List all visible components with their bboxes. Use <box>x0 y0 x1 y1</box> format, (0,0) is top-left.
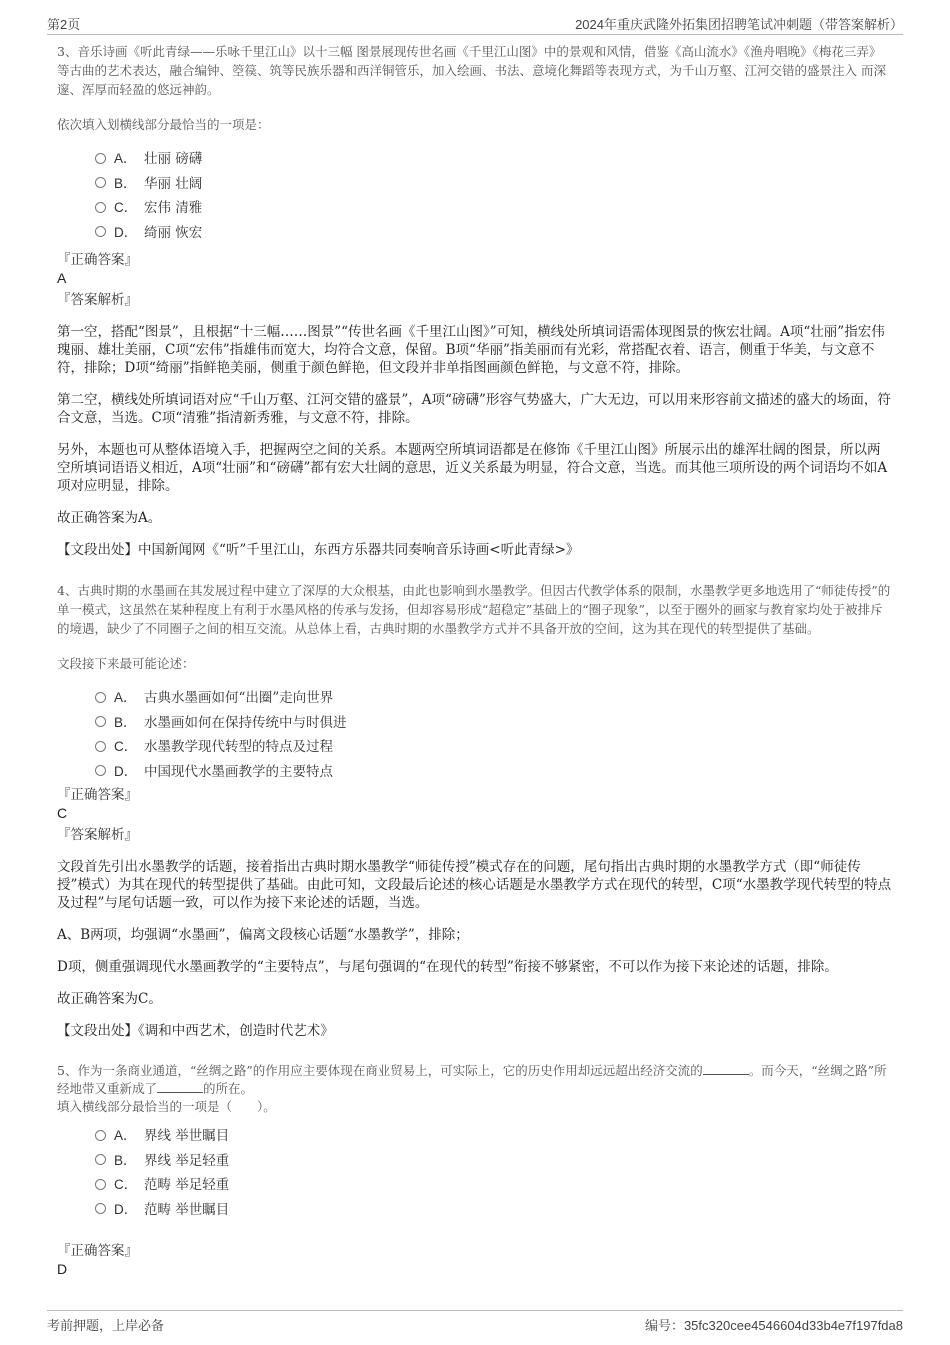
question-4-stem: 4、古典时期的水墨画在其发展过程中建立了深厚的大众根基，由此也影响到水墨教学。但因古代教学体系的限制，水墨教学更多地选用了“师徒传授”的单一模式，这虽然在某种程度上有利于水墨风格的传承与发扬，但却容易形成“超稳定”基础上的“圈子现象”，以至于圈外的画家与教育家均处于被排斥的境遇，缺少了不同圈子之间的相互交流。从总体上看，古典时期的水墨教学方式并不具备开放的空间，这为其在现代的转型提供了基础。 <box>57 583 891 636</box>
correct-answer-label: 『正确答案』 <box>57 1243 138 1259</box>
blank-line <box>703 1062 749 1075</box>
radio-icon[interactable] <box>95 716 106 727</box>
correct-answer-label: 『正确答案』 <box>57 787 138 803</box>
analysis-conclusion: 故正确答案为A。 <box>57 510 162 526</box>
radio-icon[interactable] <box>95 1130 106 1141</box>
analysis-paragraph: A、B两项，均强调“水墨画”，偏离文段核心话题“水墨教学”，排除； <box>57 927 469 943</box>
question-3-options <box>95 145 892 243</box>
question-5-stem: 5、作为一条商业通道，“丝绸之路”的作用应主要体现在商业贸易上，可实际上，它的历史作用却远远超出经济交流的 。而今天，“丝绸之路”所经地带又重新成了 的所在。 <box>57 1063 887 1096</box>
correct-answer: C <box>57 805 68 821</box>
option-b[interactable]: B． 华丽 壮阔 <box>95 170 892 195</box>
footer-slogan: 考前押题，上岸必备 <box>47 1318 165 1333</box>
analysis-paragraph: 文段首先引出水墨教学的话题，接着指出古典时期水墨教学“师徒传授”模式存在的问题，尾句指出古典时期的水墨教学方式（即“师徒传授”模式）为其在现代的转型提供了基础。由此可知，文段最后论述的核心话题是水墨教学方式在现代的转型，C项“水墨教学现代转型的特点及过程”与尾句话题一致，可以作为接下来论述的话题，当选。 <box>57 859 892 911</box>
text-source: 【文段出处】中国新闻网《“听”千里江山，东西方乐器共同奏响音乐诗画<听此青绿>》 <box>57 542 580 558</box>
radio-icon[interactable] <box>95 692 106 703</box>
question-4-prompt: 文段接下来最可能论述： <box>57 656 195 671</box>
radio-icon[interactable] <box>95 1154 106 1165</box>
radio-icon[interactable] <box>95 1203 106 1214</box>
analysis-label: 『答案解析』 <box>57 827 138 843</box>
radio-icon[interactable] <box>95 202 106 213</box>
analysis-conclusion: 故正确答案为C。 <box>57 991 162 1007</box>
page-content <box>57 42 892 1278</box>
radio-icon[interactable] <box>95 1179 106 1190</box>
correct-answer: A <box>57 270 67 286</box>
radio-icon[interactable] <box>95 765 106 776</box>
radio-icon[interactable] <box>95 741 106 752</box>
blank-line <box>157 1080 203 1093</box>
question-5-prompt: 填入横线部分最恰当的一项是（ ）。 <box>57 1099 276 1114</box>
option-a[interactable]: A． 界线 举世瞩目 <box>95 1122 892 1147</box>
correct-answer-label: 『正确答案』 <box>57 252 138 268</box>
text-source: 【文段出处】《调和中西艺术，创造时代艺术》 <box>57 1023 334 1039</box>
option-c[interactable]: C． 范畴 举足轻重 <box>95 1171 892 1196</box>
option-a[interactable]: A． 壮丽 磅礴 <box>95 145 892 170</box>
option-d[interactable]: D． 绮丽 恢宏 <box>95 219 892 244</box>
question-3-prompt: 依次填入划横线部分最恰当的一项是： <box>57 117 270 132</box>
page-footer <box>47 1310 903 1335</box>
radio-icon[interactable] <box>95 226 106 237</box>
option-a[interactable]: A． 古典水墨画如何“出圈”走向世界 <box>95 684 892 709</box>
option-d[interactable]: D． 范畴 举世瞩目 <box>95 1196 892 1221</box>
analysis-label: 『答案解析』 <box>57 292 138 308</box>
analysis-paragraph: 第一空，搭配“图景”，且根据“十三幅……图景”“传世名画《千里江山图》”可知，横线处所填词语需体现图景的恢宏壮阔。A项“壮丽”指宏伟瑰丽、雄壮美丽，C项“宏伟”指雄伟而宽大，均符合文意，保留。B项“华丽”指美丽而有光彩，常搭配衣着、语言，侧重于华美，与文意不符，排除；D项“绮丽”指鲜艳美丽，侧重于颜色鲜艳，但文段并非单指图画颜色鲜艳，与文意不符，排除。 <box>57 324 885 376</box>
question-4-options <box>95 684 892 782</box>
question-5-options <box>95 1122 892 1220</box>
option-d[interactable]: D． 中国现代水墨画教学的主要特点 <box>95 758 892 783</box>
page-header <box>47 12 903 35</box>
option-c[interactable]: C． 宏伟 清雅 <box>95 194 892 219</box>
analysis-paragraph: 第二空，横线处所填词语对应“千山万壑、江河交错的盛景”，A项“磅礴”形容气势盛大，广大无边，可以用来形容前文描述的盛大的场面，符合文意，当选。C项“清雅”指清新秀雅，与文意不符，排除。 <box>57 392 891 426</box>
radio-icon[interactable] <box>95 153 106 164</box>
analysis-paragraph: D项，侧重强调现代水墨画教学的“主要特点”，与尾句强调的“在现代的转型”衔接不够紧密，不可以作为接下来论述的话题，排除。 <box>57 959 838 975</box>
document-id: 编号：35fc320cee4546604d33b4e7f197fda8 <box>644 1318 903 1333</box>
option-b[interactable]: B． 水墨画如何在保持传统中与时俱进 <box>95 709 892 734</box>
page-number: 第2页 <box>47 17 81 32</box>
document-title: 2024年重庆武隆外拓集团招聘笔试冲刺题（带答案解析） <box>575 17 903 32</box>
option-c[interactable]: C． 水墨教学现代转型的特点及过程 <box>95 733 892 758</box>
correct-answer: D <box>57 1261 68 1277</box>
option-b[interactable]: B． 界线 举足轻重 <box>95 1147 892 1172</box>
analysis-paragraph: 另外，本题也可从整体语境入手，把握两空之间的关系。本题两空所填词语都是在修饰《千里江山图》所展示出的雄浑壮阔的图景，所以两空所填词语语义相近，A项“壮丽”和“磅礴”都有宏大壮阔的意思，近义关系最为明显，符合文意，当选。而其他三项所设的两个词语均不如A项对应明显，排除。 <box>57 442 888 494</box>
radio-icon[interactable] <box>95 177 106 188</box>
question-3-stem: 3、音乐诗画《听此青绿——乐咏千里江山》以十三幅 图景展现传世名画《千里江山图》中的景观和风情，借鉴《高山流水》《渔舟唱晚》《梅花三弄》等古曲的艺术表达，融合编钟、箜篌、筑等民族乐器和西洋铜管乐，加入绘画、书法、意境化舞蹈等表现方式，为千山万壑、江河交错的盛景注入 而深邃、浑厚而轻盈的悠远神韵。 <box>57 44 886 97</box>
